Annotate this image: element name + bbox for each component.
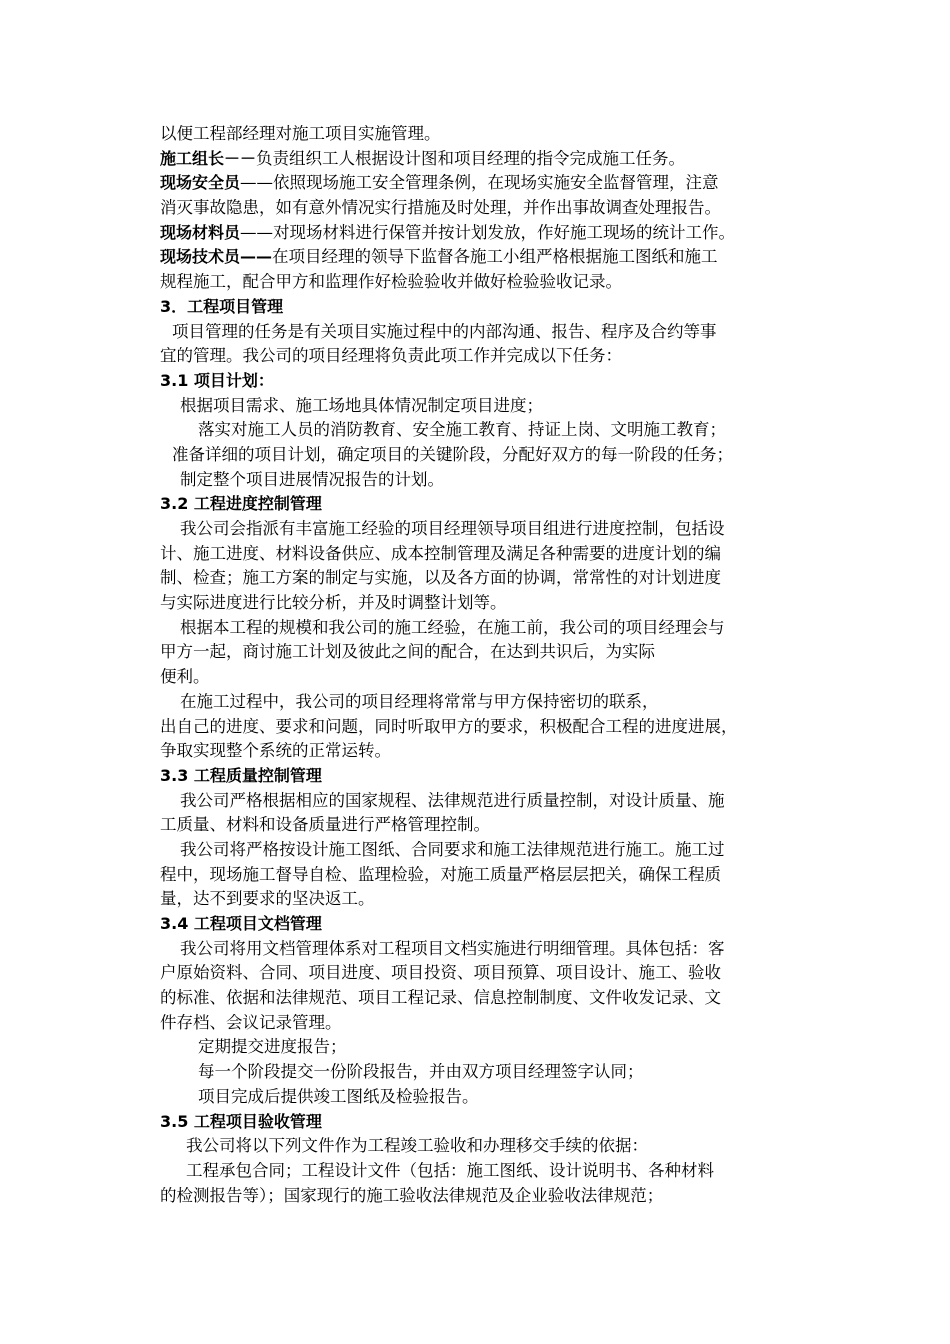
text-line bbox=[160, 418, 830, 443]
text-line bbox=[160, 566, 830, 591]
text-line bbox=[160, 640, 830, 665]
text-line bbox=[160, 196, 830, 221]
text-line bbox=[160, 542, 830, 567]
line-text: 工程承包合同；工程设计文件（包括：施工图纸、设计说明书、各种材料 bbox=[186, 1160, 714, 1180]
document-page bbox=[160, 122, 830, 1208]
text-line bbox=[160, 986, 830, 1011]
text-line bbox=[160, 789, 830, 814]
text-line bbox=[160, 887, 830, 912]
text-line bbox=[160, 961, 830, 986]
line-text: 每一个阶段提交一份阶段报告，并由双方项目经理签字认同； bbox=[198, 1062, 644, 1082]
text-line bbox=[160, 344, 830, 369]
text-line bbox=[160, 295, 830, 320]
text-line bbox=[160, 369, 830, 394]
line-text: 在施工过程中，我公司的项目经理将常常与甲方保持密切的联系， bbox=[180, 691, 659, 711]
bold-lead: 3.1 项目计划： bbox=[160, 370, 274, 390]
bold-lead: 现场安全员 bbox=[160, 173, 241, 193]
line-text: 与实际进度进行比较分析，并及时调整计划等。 bbox=[160, 593, 507, 613]
bold-lead: 3．工程项目管理 bbox=[160, 296, 284, 316]
bold-lead: 3.3 工程质量控制管理 bbox=[160, 765, 322, 785]
line-text: 程中，现场施工督导自检、监理检验，对施工质量严格层层把关，确保工程质 bbox=[160, 864, 721, 884]
line-text: 负责组织工人根据设计图和项目经理的指令完成施工任务。 bbox=[256, 148, 686, 168]
line-text: 以便工程部经理对施工项目实施管理。 bbox=[160, 124, 441, 143]
bold-lead: 现场技术员—— bbox=[160, 247, 273, 267]
text-line bbox=[160, 813, 830, 838]
line-text: 制定整个项目进展情况报告的计划。 bbox=[180, 469, 444, 489]
line-text: 计、施工进度、材料设备供应、成本控制管理及满足各种需要的进度计划的编 bbox=[160, 543, 721, 563]
line-text: 制、检查；施工方案的制定与实施，以及各方面的协调，常常性的对计划进度 bbox=[160, 568, 721, 588]
bold-lead: 3.2 工程进度控制管理 bbox=[160, 494, 322, 514]
text-line bbox=[160, 912, 830, 937]
text-line bbox=[160, 665, 830, 690]
text-line bbox=[160, 838, 830, 863]
text-line bbox=[160, 1011, 830, 1036]
bold-lead: 现场材料员 bbox=[160, 222, 241, 242]
line-text: 出自己的进度、要求和问题，同时听取甲方的要求，积极配合工程的进度进展， bbox=[160, 716, 738, 736]
text-line bbox=[160, 1085, 830, 1110]
text-line bbox=[160, 270, 830, 295]
text-line bbox=[160, 937, 830, 962]
text-line bbox=[160, 443, 830, 468]
line-text: 户原始资料、合同、项目进度、项目投资、项目预算、项目设计、施工、验收 bbox=[160, 963, 721, 983]
text-line bbox=[160, 591, 830, 616]
line-text: 甲方一起，商讨施工计划及彼此之间的配合，在达到共识后，为实际 bbox=[160, 642, 655, 662]
text-line bbox=[160, 468, 830, 493]
line-text: 我公司将用文档管理体系对工程项目文档实施进行明细管理。具体包括：客 bbox=[180, 938, 725, 958]
line-text: 件存档、会议记录管理。 bbox=[160, 1012, 342, 1032]
text-line bbox=[160, 221, 830, 246]
text-line bbox=[160, 245, 830, 270]
text-line bbox=[160, 1110, 830, 1135]
occlusion-patch bbox=[752, 700, 840, 724]
line-text: 宜的管理。我公司的项目经理将负责此项工作并完成以下任务： bbox=[160, 346, 622, 366]
bold-lead: 3.4 工程项目文档管理 bbox=[160, 914, 322, 933]
text-line bbox=[160, 690, 830, 715]
line-text: 的标准、依据和法律规范、项目工程记录、信息控制制度、文件收发记录、文 bbox=[160, 988, 721, 1008]
line-text: 落实对施工人员的消防教育、安全施工教育、持证上岗、文明施工教育； bbox=[198, 420, 726, 440]
text-line bbox=[160, 1035, 830, 1060]
line-text: 工质量、材料和设备质量进行严格管理控制。 bbox=[160, 815, 490, 835]
text-line bbox=[160, 616, 830, 641]
line-text: 便利。 bbox=[160, 667, 210, 687]
text-line bbox=[160, 1134, 830, 1159]
line-text: 的检测报告等）；国家现行的施工验收法律规范及企业验收法律规范； bbox=[160, 1185, 664, 1205]
line-text: ——依照现场施工安全管理条例，在现场实施安全监督管理，注意 bbox=[240, 173, 719, 193]
line-text: 定期提交进度报告； bbox=[198, 1037, 347, 1057]
line-text: 根据项目需求、施工场地具体情况制定项目进度； bbox=[180, 395, 543, 415]
text-line bbox=[160, 1159, 830, 1184]
line-text: 我公司将严格按设计施工图纸、合同要求和施工法律规范进行施工。施工过 bbox=[180, 839, 725, 859]
text-line bbox=[160, 147, 830, 172]
text-line bbox=[160, 122, 830, 147]
line-text: 我公司将以下列文件作为工程竣工验收和办理移交手续的依据： bbox=[186, 1136, 648, 1156]
line-text: 规程施工，配合甲方和监理作好检验验收并做好检验验收记录。 bbox=[160, 272, 622, 292]
line-text: 在项目经理的领导下监督各施工小组严格根据施工图纸和施工 bbox=[272, 247, 718, 267]
text-line bbox=[160, 517, 830, 542]
line-text: 项目完成后提供竣工图纸及检验报告。 bbox=[198, 1086, 479, 1106]
line-text: 项目管理的任务是有关项目实施过程中的内部沟通、报告、程序及合约等事 bbox=[172, 321, 717, 341]
text-line bbox=[160, 1184, 830, 1209]
text-line bbox=[160, 492, 830, 517]
line-text: 我公司会指派有丰富施工经验的项目经理领导项目组进行进度控制，包括设 bbox=[180, 519, 725, 538]
line-text: 消灭事故隐患，如有意外情况实行措施及时处理，并作出事故调查处理报告。 bbox=[160, 198, 721, 218]
occlusion-patch bbox=[745, 652, 840, 676]
line-text: ——对现场材料进行保管并按计划发放，作好施工现场的统计工作。 bbox=[240, 222, 736, 242]
line-text: 准备详细的项目计划，确定项目的关键阶段，分配好双方的每一阶段的任务； bbox=[172, 444, 733, 464]
bold-lead: 3.5 工程项目验收管理 bbox=[160, 1111, 322, 1131]
text-line bbox=[160, 320, 830, 345]
text-line bbox=[160, 764, 830, 789]
line-text: 根据本工程的规模和我公司的施工经验，在施工前，我公司的项目经理会与 bbox=[180, 617, 725, 637]
text-line bbox=[160, 739, 830, 764]
line-text: 我公司严格根据相应的国家规程、法律规范进行质量控制，对设计质量、施 bbox=[180, 790, 725, 810]
line-text: 量，达不到要求的坚决返工。 bbox=[160, 889, 375, 909]
text-line bbox=[160, 171, 830, 196]
text-line bbox=[160, 715, 830, 740]
occlusion-patch bbox=[740, 627, 840, 649]
text-line bbox=[160, 863, 830, 888]
bold-lead: 施工组长－－ bbox=[160, 148, 257, 168]
text-line bbox=[160, 394, 830, 419]
text-line bbox=[160, 1060, 830, 1085]
line-text: 争取实现整个系统的正常运转。 bbox=[160, 741, 391, 761]
